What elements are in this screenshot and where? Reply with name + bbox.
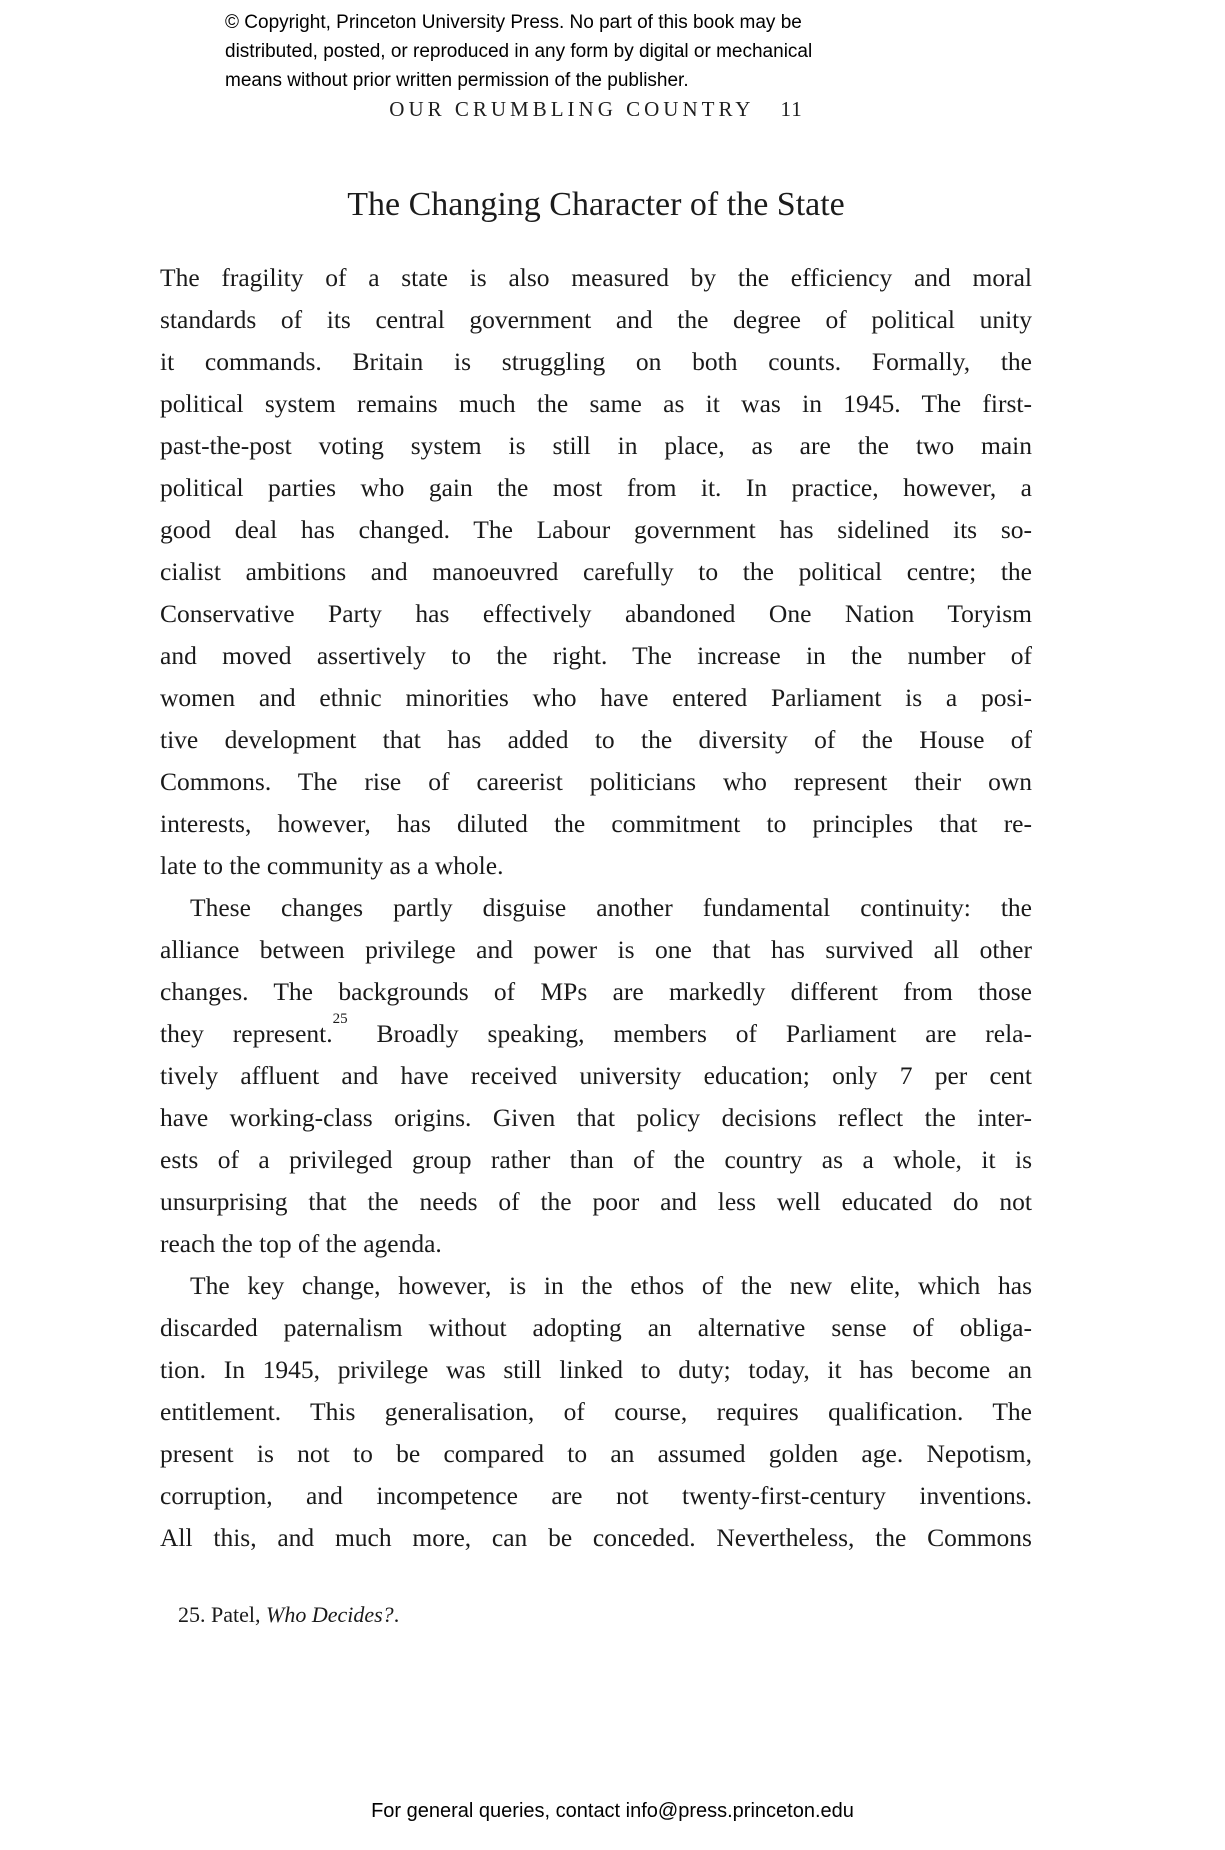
text-segment: Broadly speaking, members of Parliament are rela- — [347, 1019, 1032, 1048]
page-footer: For general queries, contact info@press.princeton.edu — [371, 1800, 854, 1822]
text-line: political parties who gain the most from it. In practice, however, a — [160, 473, 1032, 502]
text-line: past-the-post voting system is still in place, as are the two main — [160, 431, 1032, 460]
copyright-line: means without prior written permission of the publisher. — [225, 70, 689, 91]
text-line: standards of its central government and the degree of political unity — [160, 305, 1032, 334]
text-line: These changes partly disguise another fundamental continuity: the — [190, 893, 1032, 922]
text-line: cialist ambitions and manoeuvred carefully to the political centre; the — [160, 557, 1032, 586]
text-line: discarded paternalism without adopting an alternative sense of obliga- — [160, 1313, 1032, 1342]
text-line: tion. In 1945, privilege was still linked to duty; today, it has become an — [160, 1355, 1032, 1384]
text-line: late to the community as a whole. — [160, 851, 504, 880]
text-line: All this, and much more, can be conceded. Nevertheless, the Commons — [160, 1523, 1032, 1552]
copyright-line: distributed, posted, or reproduced in any form by digital or mechanical — [225, 41, 813, 62]
text-line: Commons. The rise of careerist politicians who represent their own — [160, 767, 1032, 796]
text-line: tively affluent and have received university education; only 7 per cent — [160, 1061, 1032, 1090]
text-line: changes. The backgrounds of MPs are markedly different from those — [160, 977, 1032, 1006]
running-head-title: OUR CRUMBLING COUNTRY — [389, 97, 755, 121]
text-line: alliance between privilege and power is one that has survived all other — [160, 935, 1032, 964]
text-line: corruption, and incompetence are not twenty-first-century inventions. — [160, 1481, 1032, 1510]
text-line: entitlement. This generalisation, of course, requires qualification. The — [160, 1397, 1032, 1426]
text-line: it commands. Britain is struggling on both counts. Formally, the — [160, 347, 1032, 376]
text-line: present is not to be compared to an assumed golden age. Nepotism, — [160, 1439, 1032, 1468]
copyright-notice — [225, 8, 812, 95]
text-line: and moved assertively to the right. The increase in the number of — [160, 641, 1032, 670]
running-head — [160, 97, 1032, 122]
copyright-line: © Copyright, Princeton University Press. No part of this book may be — [225, 12, 802, 33]
text-line: political system remains much the same as it was in 1945. The first- — [160, 389, 1032, 418]
text-line: good deal has changed. The Labour government has sidelined its so- — [160, 515, 1032, 544]
footnote-citation-end: . — [393, 1602, 400, 1627]
text-line: reach the top of the agenda. — [160, 1229, 442, 1258]
text-line: women and ethnic minorities who have entered Parliament is a posi- — [160, 683, 1032, 712]
text-line: have working-class origins. Given that policy decisions reflect the inter- — [160, 1103, 1032, 1132]
body-text — [160, 257, 1032, 1559]
text-line: ests of a privileged group rather than of the country as a whole, it is — [160, 1145, 1032, 1174]
section-title: The Changing Character of the State — [347, 186, 845, 223]
text-line — [160, 1013, 1032, 1055]
footnote — [160, 1600, 1032, 1630]
footnote-reference-25: 25 — [332, 1013, 348, 1027]
text-line: tive development that has added to the diversity of the House of — [160, 725, 1032, 754]
footnote-work-title: Who Decides? — [266, 1602, 394, 1627]
text-line: The key change, however, is in the ethos of the new elite, which has — [190, 1271, 1032, 1300]
text-line: unsurprising that the needs of the poor and less well educated do not — [160, 1187, 1032, 1216]
page-number: 11 — [780, 97, 803, 121]
text-line: Conservative Party has effectively abandoned One Nation Toryism — [160, 599, 1032, 628]
text-segment: they represent. — [160, 1019, 333, 1048]
text-line: The fragility of a state is also measured by the efficiency and moral — [160, 263, 1032, 292]
footnote-citation: 25. Patel, — [178, 1602, 266, 1627]
text-line: interests, however, has diluted the commitment to principles that re- — [160, 809, 1032, 838]
